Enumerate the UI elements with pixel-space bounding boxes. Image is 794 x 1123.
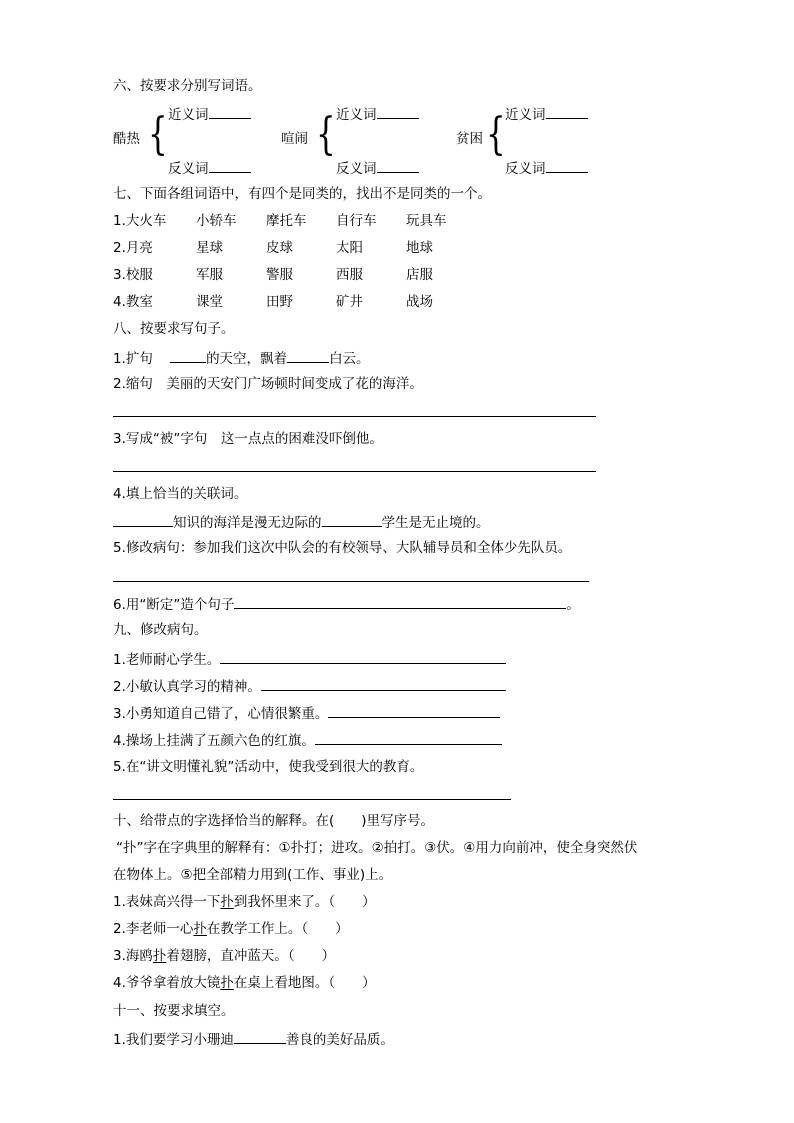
fix-item: 1.老师耐心学生。 xyxy=(113,649,506,669)
answer-line[interactable] xyxy=(113,471,596,472)
section-6-title: 六、按要求分别写词语。 xyxy=(113,78,262,94)
antonym-label: 反义词 xyxy=(336,158,419,178)
row-word: 战场 xyxy=(406,294,433,310)
synonym-label: 近义词 xyxy=(168,104,251,124)
row-item: 1.大火车 xyxy=(113,213,167,229)
row-word: 皮球 xyxy=(266,240,293,256)
row-word: 太阳 xyxy=(336,240,363,256)
section-11-title: 十一、按要求填空。 xyxy=(113,1003,235,1019)
answer-blank[interactable] xyxy=(261,676,506,691)
row-word: 玩具车 xyxy=(406,213,447,229)
fix-item: 5.在“讲文明懂礼貌”活动中，使我受到很大的教育。 xyxy=(113,759,424,775)
answer-blank[interactable] xyxy=(315,730,502,745)
fix-sentence-question: 5.修改病句：参加我们这次中队会的有校领导、大队辅导员和全体少先队员。 xyxy=(113,540,572,556)
row-word: 小轿车 xyxy=(196,213,237,229)
fill-item: 1.我们要学习小珊迪 善良的美好品质。 xyxy=(113,1029,394,1049)
answer-blank[interactable] xyxy=(170,348,206,363)
word-pinkun: 贫困 xyxy=(456,131,483,147)
answer-blank[interactable] xyxy=(287,348,329,363)
answer-blank[interactable] xyxy=(322,512,382,527)
row-word: 军服 xyxy=(196,267,223,283)
synonym-label: 近义词 xyxy=(505,104,588,124)
word-kure: 酷热 xyxy=(113,131,140,147)
left-brace-icon: { xyxy=(316,109,336,160)
antonym-label: 反义词 xyxy=(168,158,251,178)
answer-blank[interactable] xyxy=(220,649,506,664)
row-item: 3.校服 xyxy=(113,267,153,283)
row-word: 星球 xyxy=(196,240,223,256)
row-word: 摩托车 xyxy=(266,213,307,229)
section-8-title: 八、按要求写句子。 xyxy=(113,321,235,337)
row-word: 田野 xyxy=(266,294,293,310)
left-brace-icon: { xyxy=(148,109,168,160)
row-word: 警服 xyxy=(266,267,293,283)
row-word: 课堂 xyxy=(196,294,223,310)
definition-line-2: 在物体上。⑤把全部精力用到(工作、事业)上。 xyxy=(113,867,393,883)
row-item: 4.教室 xyxy=(113,294,153,310)
answer-line[interactable] xyxy=(113,416,596,417)
answer-blank[interactable] xyxy=(328,703,500,718)
row-word: 自行车 xyxy=(336,213,377,229)
fix-item: 4.操场上挂满了五颜六色的红旗。 xyxy=(113,730,502,750)
word-xuannao: 喧闹 xyxy=(281,131,308,147)
row-item: 2.月亮 xyxy=(113,240,153,256)
choice-item: 3.海鸥扑着翅膀，直冲蓝天。（ ） xyxy=(113,948,336,964)
shorten-sentence-question: 2.缩句 美丽的天安门广场顿时间变成了花的海洋。 xyxy=(113,376,423,392)
definition-line-1: “扑”字在字典里的解释有：①扑打；进攻。②拍打。③伏。④用力向前冲，使全身突然伏 xyxy=(116,840,638,856)
antonym-label: 反义词 xyxy=(505,158,588,178)
conjunction-sentence: 知识的海洋是漫无边际的 学生是无止境的。 xyxy=(113,512,490,532)
answer-blank[interactable] xyxy=(113,512,173,527)
choice-item: 1.表妹高兴得一下扑到我怀里来了。（ ） xyxy=(113,894,376,910)
make-sentence-question: 6.用“断定”造个句子 。 xyxy=(113,594,580,614)
section-9-title: 九、修改病句。 xyxy=(113,622,208,638)
answer-line[interactable] xyxy=(113,799,511,800)
left-brace-icon: { xyxy=(486,109,506,160)
section-7-title: 七、下面各组词语中，有四个是同类的，找出不是同类的一个。 xyxy=(113,186,491,202)
answer-blank[interactable] xyxy=(234,594,566,609)
synonym-label: 近义词 xyxy=(336,104,419,124)
row-word: 地球 xyxy=(406,240,433,256)
conjunction-question: 4.填上恰当的关联词。 xyxy=(113,486,248,502)
row-word: 西服 xyxy=(336,267,363,283)
expand-sentence-question: 1.扩句 的天空，飘着 白云。 xyxy=(113,348,370,368)
row-word: 矿井 xyxy=(336,294,363,310)
fix-item: 3.小勇知道自己错了，心情很繁重。 xyxy=(113,703,500,723)
choice-item: 2.李老师一心扑在教学工作上。（ ） xyxy=(113,921,349,937)
answer-line[interactable] xyxy=(113,581,589,582)
fix-item: 2.小敏认真学习的精神。 xyxy=(113,676,506,696)
bei-sentence-question: 3.写成“被”字句 这一点点的困难没吓倒他。 xyxy=(113,431,383,447)
answer-blank[interactable] xyxy=(234,1029,286,1044)
row-word: 店服 xyxy=(406,267,433,283)
section-10-title: 十、给带点的字选择恰当的解释。在( )里写序号。 xyxy=(113,813,435,829)
choice-item: 4.爷爷拿着放大镜扑在桌上看地图。（ ） xyxy=(113,975,376,991)
